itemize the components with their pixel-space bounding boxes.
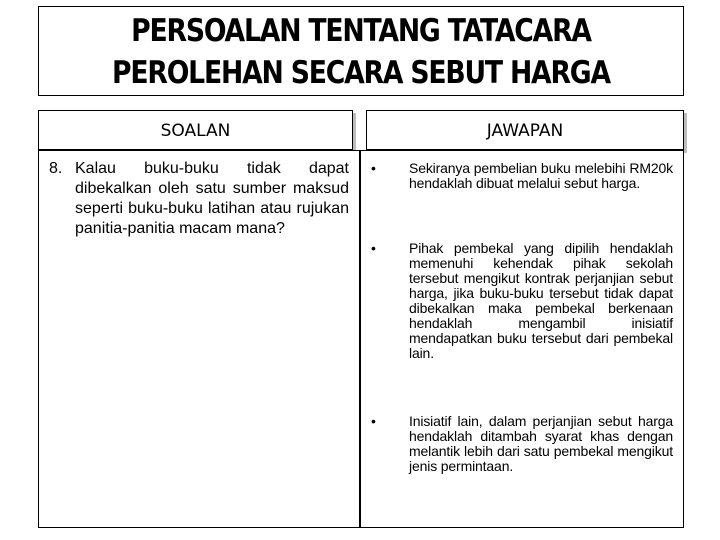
bullet-icon: •	[371, 160, 376, 176]
title-line-2: PEROLEHAN SECARA SEBUT HARGA	[112, 55, 610, 91]
page-title	[84, 10, 638, 94]
jawapan-header	[366, 110, 684, 150]
answer-panel	[360, 150, 684, 528]
soalan-header-label: SOALAN	[160, 121, 231, 141]
question-number: 8.	[49, 160, 63, 177]
title-box	[38, 6, 684, 96]
bullet-icon: •	[371, 240, 376, 256]
answer-text-2: Pihak pembekal yang dipilih hendaklah memenuhi kehendak pihak sekolah tersebut mengikut kontrak perjanjian sebut harga, jika buku-buku tersebut tidak dapat dibekalkan maka pembekal berkenaan hendaklah mengambil inisiatif mendapatkan buku tersebut dari pembekal lain.	[409, 240, 673, 361]
answer-text-3: Inisiatif lain, dalam perjanjian sebut harga hendaklah ditambah syarat khas dengan melantik lebih dari satu pembekal mengikut jenis permintaan.	[409, 413, 673, 474]
question-text: Kalau buku-buku tidak dapat dibekalkan oleh satu sumber maksud seperti buku-buku latihan atau rujukan panitia-panitia macam mana?	[75, 160, 349, 237]
bullet-icon: •	[371, 413, 376, 429]
answer-text-1: Sekiranya pembelian buku melebihi RM20k hendaklah dibuat melalui sebut harga.	[409, 160, 673, 191]
question-panel	[38, 150, 360, 528]
jawapan-header-label: JAWAPAN	[486, 121, 564, 141]
question-item	[49, 159, 349, 239]
title-line-1: PERSOALAN TENTANG TATACARA	[131, 13, 591, 49]
soalan-header	[38, 110, 353, 150]
